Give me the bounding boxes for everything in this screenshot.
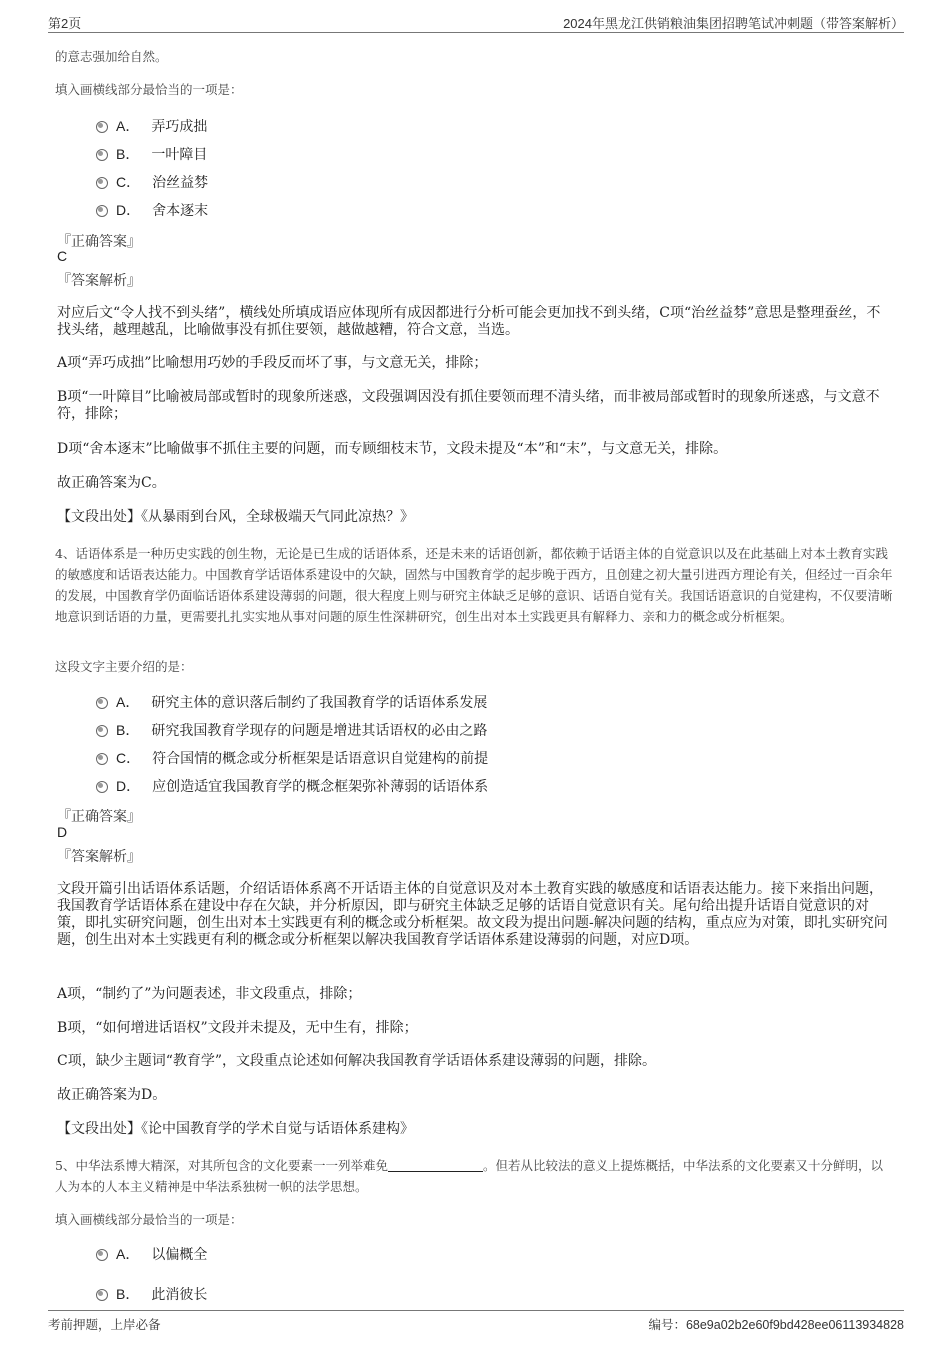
q3-option-b[interactable]: B． 一叶障目 [96, 144, 207, 164]
document-id: 编号：68e9a02b2e60f9bd428ee06113934828 [648, 1318, 904, 1332]
q3-answer-label: 『正确答案』 [57, 234, 141, 250]
q4-answer-label: 『正确答案』 [57, 809, 141, 825]
q4-analysis-label: 『答案解析』 [57, 849, 141, 865]
radio-icon[interactable] [96, 697, 108, 709]
q5-option-b[interactable]: B． 此消彼长 [96, 1284, 207, 1304]
q3-analysis-2: B项“一叶障目”比喻被局部或暂时的现象所迷惑，文段强调因没有抓住要领而理不清头绪，而非被局部或暂时的现象所迷惑，与文意不符，排除； [57, 389, 880, 422]
q4-analysis-0: 文段开篇引出话语体系话题，介绍话语体系离不开话语主体的自觉意识及对本土教育实践的敏感度和话语表达能力。接下来指出问题，我国教育学话语体系在建设中存在欠缺，并分析原因，即与研究主体缺乏足够的话语自觉意识有关。尾句给出提升话语自觉意识的对策，即扎实研究问题，创生出对本土实践更有利的概念或分析框架。故文段为提出问题-解决问题的结构，重点应为对策，即扎实研究问题，创生出对本土实践更有利的概念或分析框架以解决我国教育学话语体系建设薄弱的问题，对应D项。 [57, 881, 888, 948]
radio-icon[interactable] [96, 177, 108, 189]
q3-option-d[interactable]: D． 舍本逐末 [96, 200, 208, 220]
q4-source: 【文段出处】《论中国教育学的学术自觉与话语体系建构》 [57, 1121, 414, 1137]
radio-icon[interactable] [96, 725, 108, 737]
radio-icon[interactable] [96, 781, 108, 793]
radio-icon[interactable] [96, 1289, 108, 1301]
radio-icon[interactable] [96, 149, 108, 161]
q4-analysis-3: C项，缺少主题词“教育学”，文段重点论述如何解决我国教育学话语体系建设薄弱的问题，排除。 [57, 1053, 657, 1069]
page-number: 第2页 [48, 16, 82, 31]
q3-analysis-3: D项“舍本逐末”比喻做事不抓住主要的问题，而专顾细枝末节，文段未提及“本”和“末”，与文意无关，排除。 [57, 441, 728, 457]
q3-analysis-1: A项“弄巧成拙”比喻想用巧妙的手段反而坏了事，与文意无关，排除； [57, 355, 488, 371]
q4-answer: D [57, 824, 68, 840]
document-title: 2024年黑龙江供销粮油集团招聘笔试冲刺题（带答案解析） [563, 16, 904, 31]
q4-option-a[interactable]: A． 研究主体的意识落后制约了我国教育学的话语体系发展 [96, 692, 487, 712]
q3-stem-tail: 的意志强加给自然。 [55, 49, 168, 64]
q3-option-c[interactable]: C． 治丝益棼 [96, 172, 208, 192]
q4-analysis-4: 故正确答案为D。 [57, 1087, 167, 1103]
q5-option-a[interactable]: A． 以偏概全 [96, 1244, 207, 1264]
footer-slogan: 考前押题，上岸必备 [48, 1318, 161, 1332]
q4-analysis-1: A项，“制约了”为问题表述，非文段重点，排除； [57, 986, 362, 1002]
q4-stem: 4、话语体系是一种历史实践的创生物，无论是已生成的话语体系，还是未来的话语创新，都依赖于话语主体的自觉意识以及在此基础上对本土教育实践的敏感度和话语表达能力。中国教育学话语体系建设中的欠缺，固然与中国教育学的起步晚于西方，且创建之初大量引进西方理论有关，但经过一百余年的发展，中国教育学仍面临话语体系建设薄弱的问题，很大程度上则与研究主体缺乏足够的意识、话语自觉有关。我国话语意识的自觉建构，不仅要清晰地意识到话语的力量，更需要扎扎实实地从事对问题的原生性深耕研究，创生出对本土实践更具有解释力、亲和力的概念或分析框架。 [55, 546, 893, 624]
radio-icon[interactable] [96, 205, 108, 217]
q4-option-d[interactable]: D． 应创造适宜我国教育学的概念框架弥补薄弱的话语体系 [96, 776, 488, 796]
page-footer [48, 1310, 904, 1335]
q3-source: 【文段出处】《从暴雨到台风，全球极端天气同此凉热？》 [57, 509, 414, 525]
q3-analysis-0: 对应后文“令人找不到头绪”，横线处所填成语应体现所有成因都进行分析可能会更加找不到头绪，C项“治丝益棼”意思是整理蚕丝，不找头绪，越理越乱，比喻做事没有抓住要领，越做越糟，符合文意，当选。 [57, 305, 881, 338]
q3-analysis-4: 故正确答案为C。 [57, 475, 166, 491]
q4-prompt: 这段文字主要介绍的是： [55, 659, 193, 674]
q4-option-b[interactable]: B． 研究我国教育学现存的问题是增进其话语权的必由之路 [96, 720, 487, 740]
q5-prompt: 填入画横线部分最恰当的一项是： [55, 1212, 243, 1227]
radio-icon[interactable] [96, 1249, 108, 1261]
q4-option-c[interactable]: C． 符合国情的概念或分析框架是话语意识自觉建构的前提 [96, 748, 488, 768]
q3-answer: C [57, 248, 68, 264]
page-header [48, 10, 904, 33]
q4-analysis-2: B项，“如何增进话语权”文段并未提及，无中生有，排除； [57, 1020, 418, 1036]
q3-prompt: 填入画横线部分最恰当的一项是： [55, 82, 243, 97]
q3-analysis-label: 『答案解析』 [57, 273, 141, 289]
radio-icon[interactable] [96, 121, 108, 133]
answer-blank [388, 1159, 483, 1172]
q5-stem: 5、中华法系博大精深，对其所包含的文化要素一一列举难免 。但若从比较法的意义上提炼概括，中华法系的文化要素又十分鲜明，以人为本的人本主义精神是中华法系独树一帜的法学思想。 [55, 1158, 883, 1194]
q3-option-a[interactable]: A． 弄巧成拙 [96, 116, 207, 136]
radio-icon[interactable] [96, 753, 108, 765]
